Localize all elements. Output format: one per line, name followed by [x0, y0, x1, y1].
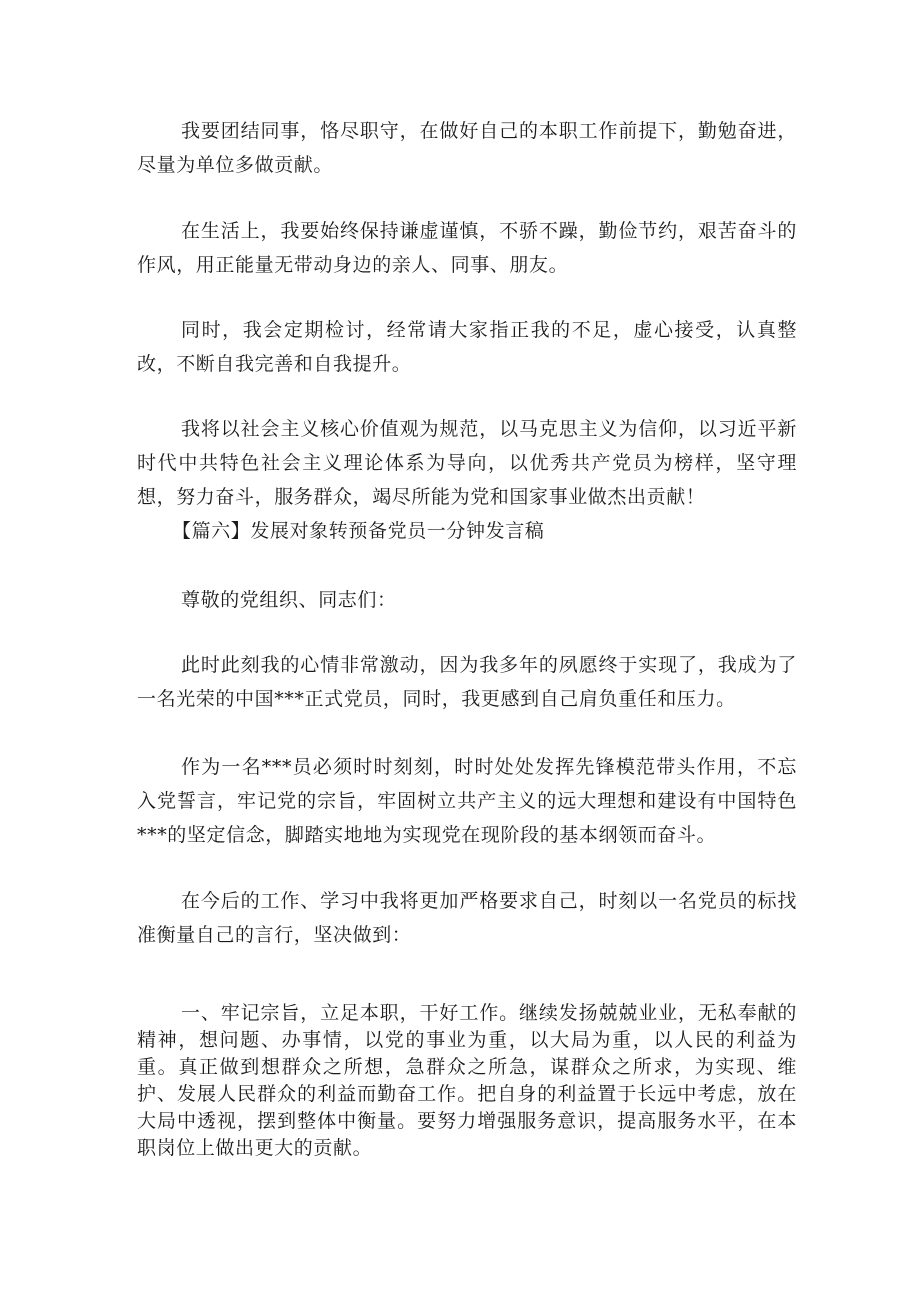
paragraph-point-one: 一、牢记宗旨，立足本职，干好工作。继续发扬兢兢业业，无私奉献的精神，想问题、办事情，以党的事业为重，以大局为重，以人民的利益为重。真正做到想群众之所想，急群众之所急，谋群众之所求，为实现、维护、发展人民群众的利益而勤奋工作。把自身的利益置于长远中考虑，放在大局中透视，摆到整体中衡量。要努力增强服务意识，提高服务水平，在本职岗位上做出更大的贡献。	[137, 1002, 797, 1159]
paragraph-vanguard-role: 作为一名***员必须时时刻刻，时时处处发挥先锋模范带头作用，不忘入党誓言，牢记党的宗旨，牢固树立共产主义的远大理想和建设有中国特色***的坚定信念，脚踏实地地为实现党在现阶段的基本纲领而奋斗。	[137, 756, 797, 846]
paragraph-ideals: 我将以社会主义核心价值观为规范，以马克思主义为信仰，以习近平新时代中共特色社会主义理论体系为导向，以优秀共产党员为榜样，坚守理想，努力奋斗，服务群众，竭尽所能为党和国家事业做杰出贡献！	[137, 418, 797, 508]
section-heading: 【篇六】发展对象转预备党员一分钟发言稿	[172, 520, 545, 542]
paragraph-lifestyle: 在生活上，我要始终保持谦虚谨慎，不骄不躁，勤俭节约，艰苦奋斗的作风，用正能量无带动身边的亲人、同事、朋友。	[137, 220, 797, 276]
paragraph-teamwork: 我要团结同事，恪尽职守，在做好自己的本职工作前提下，勤勉奋进，尽量为单位多做贡献。	[137, 120, 797, 176]
salutation: 尊敬的党组织、同志们：	[181, 589, 397, 611]
paragraph-self-review: 同时，我会定期检讨，经常请大家指正我的不足，虚心接受，认真整改，不断自我完善和自我提升。	[137, 319, 797, 375]
paragraph-excitement: 此时此刻我的心情非常激动，因为我多年的夙愿终于实现了，我成为了一名光荣的中国***正式党员，同时，我更感到自己肩负重任和压力。	[137, 654, 797, 710]
paragraph-commitment: 在今后的工作、学习中我将更加严格要求自己，时刻以一名党员的标找准衡量自己的言行，坚决做到：	[137, 890, 797, 946]
